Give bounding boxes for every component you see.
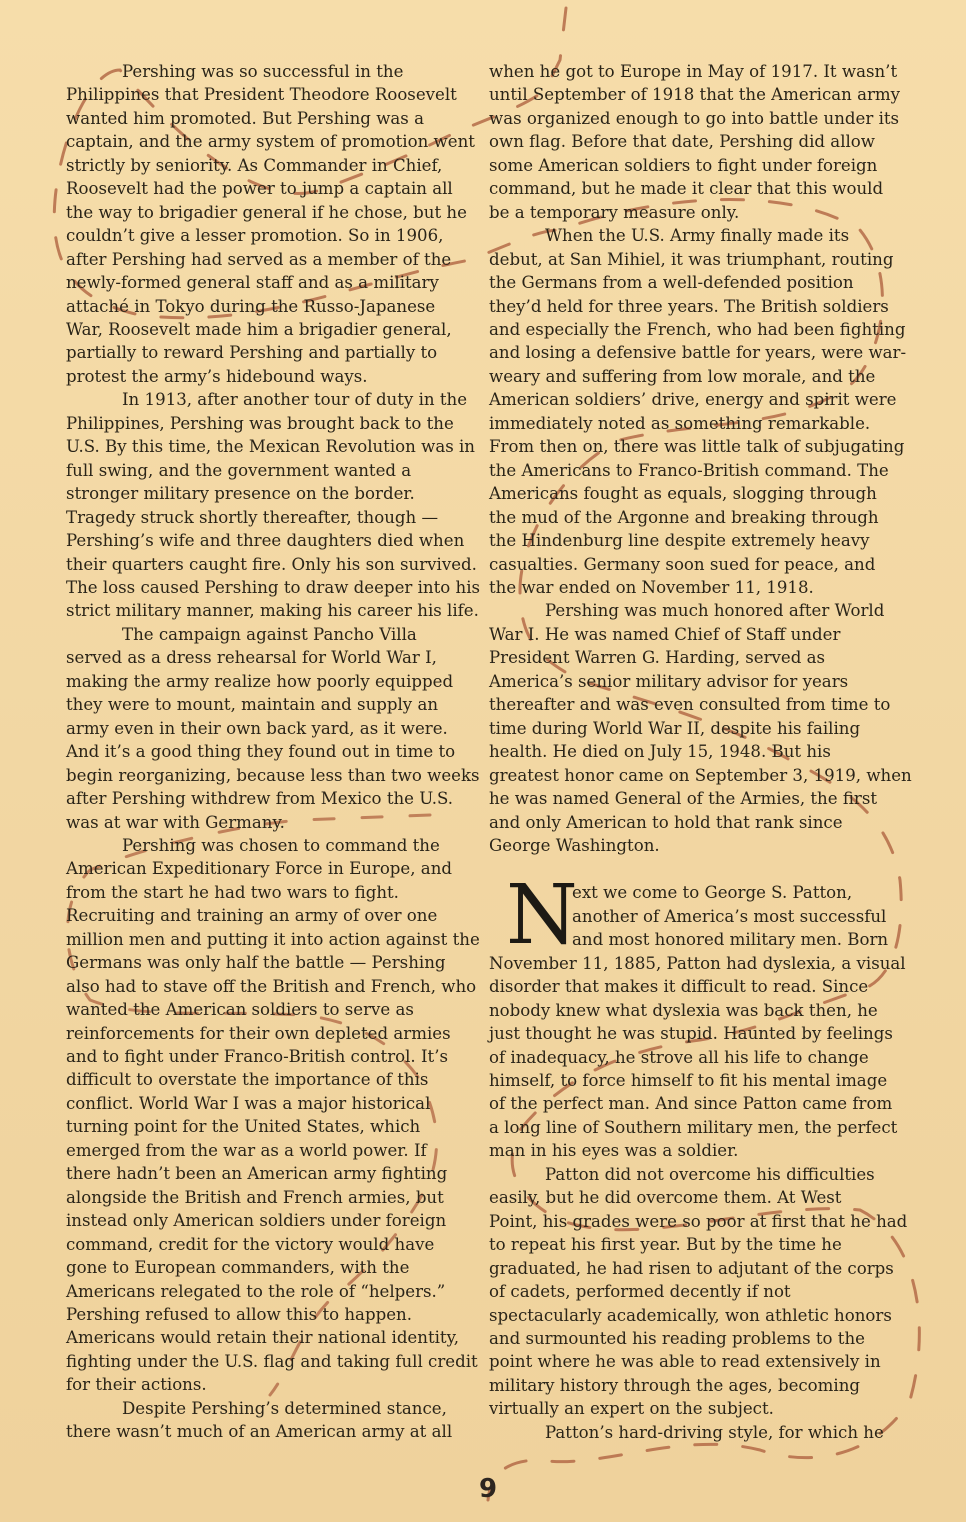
text-line: Pershing’s wife and three daughters died when xyxy=(66,531,465,551)
text-line: War, Roosevelt made him a brigadier general, xyxy=(66,319,452,339)
text-line: graduated, he had risen to adjutant of the corps xyxy=(489,1258,894,1278)
text-line: the Americans to Franco-British command. The xyxy=(489,460,889,480)
text-line: and surmounted his reading problems to the xyxy=(489,1329,865,1349)
text-line: War I. He was named Chief of Staff under xyxy=(489,624,841,644)
text-line: immediately noted as something remarkable. xyxy=(489,413,871,433)
text-line: just thought he was stupid. Haunted by feelings xyxy=(489,1024,893,1044)
text-line: And it’s a good thing they found out in time to xyxy=(66,742,456,762)
text-line: full swing, and the government wanted a xyxy=(66,460,412,480)
text-line: command, credit for the victory would have xyxy=(66,1234,435,1254)
text-line: wanted the American soldiers to serve as xyxy=(66,1000,414,1020)
right-column xyxy=(489,60,912,1444)
text-line: When the U.S. Army finally made its xyxy=(545,226,850,246)
text-line: own flag. Before that date, Pershing did allow xyxy=(489,132,875,152)
paragraph xyxy=(489,1163,908,1421)
text-line: protest the army’s hidebound ways. xyxy=(66,366,368,386)
text-line: Patton did not overcome his difficulties xyxy=(545,1164,875,1184)
text-line: Recruiting and training an army of over one xyxy=(66,906,438,926)
text-line: instead only American soldiers under foreign xyxy=(66,1211,447,1231)
text-line: Americans would retain their national identity, xyxy=(66,1328,460,1348)
text-line: of inadequacy, he strove all his life to change xyxy=(489,1047,869,1067)
text-line: wanted him promoted. But Pershing was a xyxy=(66,108,424,128)
text-line: of the perfect man. And since Patton came from xyxy=(489,1094,893,1114)
paragraph xyxy=(66,60,478,388)
text-line: Philippines, Pershing was brought back to the xyxy=(66,413,454,433)
text-line: and most honored military men. Born xyxy=(572,930,889,950)
page-number: 9 xyxy=(478,1474,498,1504)
text-line: gone to European commanders, with the xyxy=(66,1258,410,1278)
text-line: when he got to Europe in May of 1917. It wasn’t xyxy=(489,62,898,81)
text-line: partially to reward Pershing and partially to xyxy=(66,343,438,363)
text-line: the mud of the Argonne and breaking through xyxy=(489,507,879,527)
paragraph xyxy=(489,224,907,599)
text-line: he was named General of the Armies, the first xyxy=(489,789,878,809)
text-line: Germans was only half the battle — Pershing xyxy=(66,953,446,973)
paragraph xyxy=(66,1397,478,1444)
text-line: and especially the French, who had been fighting xyxy=(489,319,906,339)
text-line: debut, at San Mihiel, it was triumphant, routing xyxy=(489,249,894,269)
paragraph xyxy=(489,60,901,224)
text-line: a long line of Southern military men, the perfect xyxy=(489,1117,898,1137)
text-line: Pershing was chosen to command the xyxy=(122,835,440,855)
text-line: some American soldiers to fight under foreign xyxy=(489,155,878,175)
text-line: until September of 1918 that the American army xyxy=(489,85,901,105)
text-line: November 11, 1885, Patton had dyslexia, a visual xyxy=(489,953,906,973)
text-line: In 1913, after another tour of duty in the xyxy=(122,390,468,410)
text-line: strict military manner, making his career his life. xyxy=(66,601,479,621)
text-line: George Washington. xyxy=(489,835,660,855)
text-line: attaché in Tokyo during the Russo-Japanese xyxy=(66,296,436,316)
text-line: of cadets, performed decently if not xyxy=(489,1282,791,1302)
text-line: and losing a defensive battle for years, were war- xyxy=(489,343,907,363)
text-line: strictly by seniority. As Commander in Chief, xyxy=(66,155,443,175)
paragraph xyxy=(66,834,478,1397)
text-line: the Hindenburg line despite extremely heavy xyxy=(489,531,870,551)
text-line: Point, his grades were so poor at first that he had xyxy=(489,1211,908,1231)
text-line: the Germans from a well-defended position xyxy=(489,273,854,293)
text-line: President Warren G. Harding, served as xyxy=(489,648,826,668)
text-line: Philippines that President Theodore Roosevelt xyxy=(66,85,457,105)
text-line: Americans relegated to the role of “helpers.” xyxy=(66,1281,446,1301)
text-line: reinforcements for their own depleted armies xyxy=(66,1023,451,1043)
text-line: Roosevelt had the power to jump a captain all xyxy=(66,179,453,199)
text-line: virtually an expert on the subject. xyxy=(489,1399,774,1419)
text-line: and to fight under Franco-British control. It’s xyxy=(66,1047,448,1067)
text-line: American Expeditionary Force in Europe, and xyxy=(66,859,452,879)
drop-cap: N xyxy=(506,868,578,964)
text-line: conflict. World War I was a major historical xyxy=(66,1093,431,1113)
text-line: army even in their own back yard, as it were. xyxy=(66,718,448,738)
text-line: Despite Pershing’s determined stance, xyxy=(122,1398,447,1418)
text-line: U.S. By this time, the Mexican Revolution was in xyxy=(66,437,475,457)
text-line: man in his eyes was a soldier. xyxy=(489,1141,739,1161)
text-line: another of America’s most successful xyxy=(572,906,887,926)
text-line: greatest honor came on September 3, 1919, when xyxy=(489,765,912,785)
text-line: for their actions. xyxy=(66,1375,207,1395)
text-line: was at war with Germany. xyxy=(66,812,285,832)
text-line: they’d held for three years. The British soldiers xyxy=(489,296,889,316)
text-line: from the start he had two wars to fight. xyxy=(66,882,399,902)
text-line: their quarters caught fire. Only his son survived. xyxy=(66,554,477,574)
text-line: Patton’s hard-driving style, for which he xyxy=(545,1422,884,1442)
patton-intro-paragraph xyxy=(489,868,906,1162)
text-line: alongside the British and French armies, but xyxy=(66,1187,444,1207)
paragraph xyxy=(66,623,478,834)
text-line: after Pershing withdrew from Mexico the U.S. xyxy=(66,789,454,809)
text-line: also had to stave off the British and French, who xyxy=(66,976,477,996)
paragraph xyxy=(489,599,912,857)
text-line: making the army realize how poorly equipped xyxy=(66,671,454,691)
text-line: they were to mount, maintain and supply an xyxy=(66,695,439,715)
text-line: there wasn’t much of an American army at all xyxy=(66,1422,453,1442)
text-line: The campaign against Pancho Villa xyxy=(122,624,417,644)
text-line: after Pershing had served as a member of the xyxy=(66,249,452,269)
text-line: be a temporary measure only. xyxy=(489,202,740,222)
text-line: to repeat his first year. But by the time he xyxy=(489,1235,842,1255)
text-line: difficult to overstate the importance of this xyxy=(66,1070,429,1090)
text-line: weary and suffering from low morale, and the xyxy=(489,366,876,386)
text-line: Pershing refused to allow this to happen. xyxy=(66,1305,412,1325)
text-line: thereafter and was even consulted from time to xyxy=(489,695,891,715)
text-line: easily, but he did overcome them. At West xyxy=(489,1188,842,1208)
text-line: point where he was able to read extensively in xyxy=(489,1352,881,1372)
paragraph xyxy=(489,1421,901,1444)
text-line: begin reorganizing, because less than two weeks xyxy=(66,765,480,785)
text-line: disorder that makes it difficult to read. Since xyxy=(489,977,869,997)
text-line: time during World War II, despite his failing xyxy=(489,718,861,738)
text-line: casualties. Germany soon sued for peace, and xyxy=(489,554,876,574)
text-line: emerged from the war as a world power. If xyxy=(66,1140,427,1160)
text-line: newly-formed general staff and as a military xyxy=(66,273,439,293)
text-line: captain, and the army system of promotion went xyxy=(66,132,475,152)
text-line: turning point for the United States, which xyxy=(66,1117,421,1137)
text-line: served as a dress rehearsal for World War I, xyxy=(66,648,437,668)
text-line: the war ended on November 11, 1918. xyxy=(489,577,814,597)
text-line: American soldiers’ drive, energy and spirit were xyxy=(489,390,897,410)
text-line: stronger military presence on the border. xyxy=(66,484,415,504)
left-column xyxy=(66,60,481,1444)
text-line: command, but he made it clear that this would xyxy=(489,179,884,199)
text-line: Tragedy struck shortly thereafter, though — xyxy=(66,507,439,527)
paragraph xyxy=(66,388,481,623)
text-line: the way to brigadier general if he chose, but he xyxy=(66,202,467,222)
text-line: fighting under the U.S. flag and taking full credit xyxy=(66,1351,478,1371)
text-line: Americans fought as equals, slogging through xyxy=(489,484,877,504)
text-line: ext we come to George S. Patton, xyxy=(572,883,853,903)
text-line: and only American to hold that rank since xyxy=(489,812,843,832)
text-line: health. He died on July 15, 1948. But his xyxy=(489,742,831,762)
text-line: spectacularly academically, won athletic honors xyxy=(489,1305,892,1325)
text-line: Pershing was much honored after World xyxy=(545,601,885,621)
text-line: was organized enough to go into battle under its xyxy=(489,108,900,128)
text-line: million men and putting it into action against the xyxy=(66,929,480,949)
text-line: America’s senior military advisor for years xyxy=(489,671,849,691)
text-line: military history through the ages, becoming xyxy=(489,1375,861,1395)
text-line: Pershing was so successful in the xyxy=(122,62,404,81)
text-line: couldn’t give a lesser promotion. So in 1906, xyxy=(66,226,444,246)
text-line: From then on, there was little talk of subjugating xyxy=(489,437,905,457)
text-line: there hadn’t been an American army fighting xyxy=(66,1164,448,1184)
text-line: himself, to force himself to fit his mental image xyxy=(489,1071,888,1091)
text-line: The loss caused Pershing to draw deeper into his xyxy=(66,577,481,597)
text-line: nobody knew what dyslexia was back then, he xyxy=(489,1000,878,1020)
